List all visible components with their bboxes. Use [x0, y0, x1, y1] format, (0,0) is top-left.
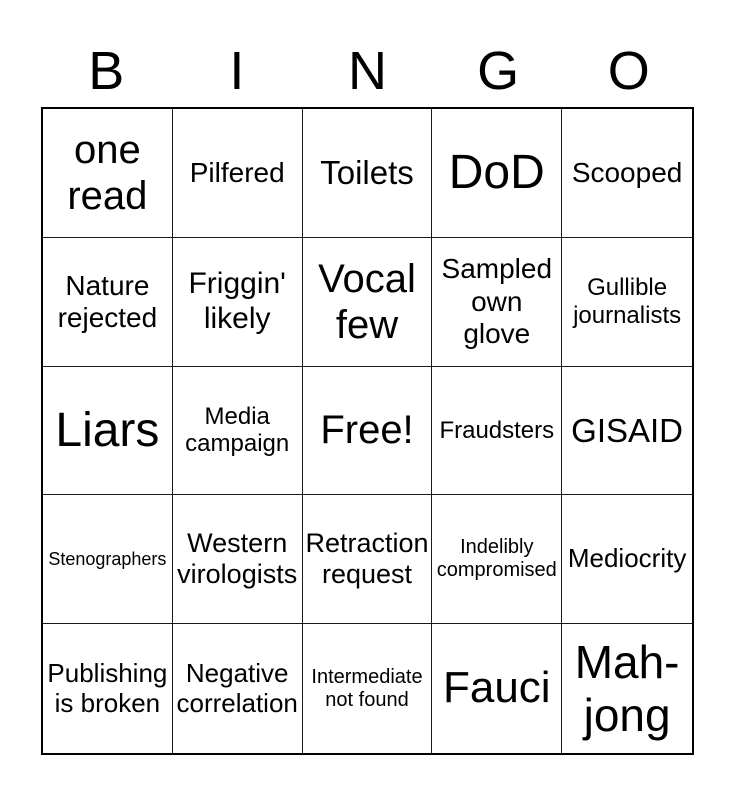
cell-r4c1[interactable]: Stenographers — [43, 495, 173, 624]
cell-r5c2[interactable]: Negative correlation — [173, 624, 303, 753]
cell-r3c1[interactable]: Liars — [43, 367, 173, 496]
bingo-card — [41, 107, 694, 755]
cell-r2c4[interactable]: Sampled own glove — [432, 238, 562, 367]
cell-r5c1[interactable]: Publishing is broken — [43, 624, 173, 753]
cell-r4c2[interactable]: Western virologists — [173, 495, 303, 624]
cell-r1c2[interactable]: Pilfered — [173, 109, 303, 238]
cell-r5c3[interactable]: Intermediate not found — [303, 624, 433, 753]
cell-r1c5[interactable]: Scooped — [562, 109, 692, 238]
cell-r4c3[interactable]: Retraction request — [303, 495, 433, 624]
bingo-letter-o: O — [607, 41, 650, 101]
cell-r2c2[interactable]: Friggin' likely — [173, 238, 303, 367]
cell-r4c5[interactable]: Mediocrity — [562, 495, 692, 624]
cell-r2c3[interactable]: Vocal few — [303, 238, 433, 367]
cell-r1c4[interactable]: DoD — [432, 109, 562, 238]
cell-r2c5[interactable]: Gullible journalists — [562, 238, 692, 367]
cell-r5c4[interactable]: Fauci — [432, 624, 562, 753]
bingo-letter-g: G — [477, 41, 520, 101]
cell-r1c3[interactable]: Toilets — [303, 109, 433, 238]
cell-r2c1[interactable]: Nature rejected — [43, 238, 173, 367]
cell-r3c2[interactable]: Media campaign — [173, 367, 303, 496]
bingo-letter-n: N — [347, 41, 387, 101]
cell-r5c5[interactable]: Mah-jong — [562, 624, 692, 753]
bingo-header — [41, 43, 694, 99]
cell-r3c5[interactable]: GISAID — [562, 367, 692, 496]
cell-r3c4[interactable]: Fraudsters — [432, 367, 562, 496]
bingo-letter-i: I — [229, 41, 245, 101]
cell-r3c3[interactable]: Free! — [303, 367, 433, 496]
cell-r4c4[interactable]: Indelibly compromised — [432, 495, 562, 624]
cell-r1c1[interactable]: one read — [43, 109, 173, 238]
bingo-letter-b: B — [88, 41, 125, 101]
